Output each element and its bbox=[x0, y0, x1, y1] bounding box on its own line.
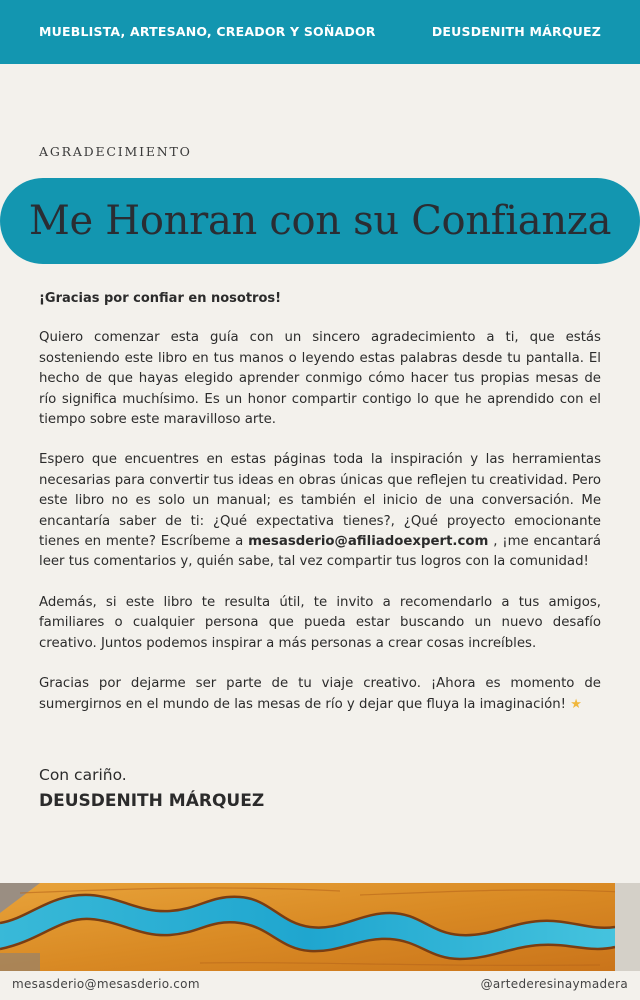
footer-social-handle[interactable]: @artederesinaymadera bbox=[480, 977, 628, 991]
header-bar bbox=[0, 0, 640, 64]
footer-email[interactable]: mesasderio@mesasderio.com bbox=[12, 977, 200, 991]
body-content bbox=[39, 289, 601, 735]
paragraph-2 bbox=[39, 450, 601, 572]
paragraph-4 bbox=[39, 674, 601, 715]
signature-name: DEUSDENITH MÁRQUEZ bbox=[39, 791, 265, 811]
paragraph-3: Además, si este libro te resulta útil, te invito a recomendarlo a tus amigos, familiares o cualquier persona que pueda estar buscando un nuevo desafío creativo. Juntos podemos inspirar a más personas a crear cosas increíbles. bbox=[39, 594, 601, 651]
title-banner bbox=[0, 178, 640, 264]
contact-email: mesasderio@afiliadoexpert.com bbox=[248, 534, 489, 550]
lead-line: ¡Gracias por confiar en nosotros! bbox=[39, 291, 282, 306]
star-icon: ★ bbox=[570, 696, 582, 712]
header-author: DEUSDENITH MÁRQUEZ bbox=[431, 24, 601, 39]
river-table-photo bbox=[0, 883, 640, 971]
paragraph-4-text: Gracias por dejarme ser parte de tu viaje creativo. ¡Ahora es momento de sumergirnos en el mundo de las mesas de río y dejar que fluya la imaginación! bbox=[39, 676, 601, 712]
section-eyebrow: AGRADECIMIENTO bbox=[39, 144, 192, 159]
header-tagline: MUEBLISTA, ARTESANO, CREADOR Y SOÑADOR bbox=[39, 24, 376, 39]
paragraph-2-text-a: Espero que encuentres en estas páginas toda la inspiración y las herramientas necesarias para convertir tus ideas en obras únicas que reflejen tu creatividad. Pero este libro no es solo un manual; es también el inicio de una conversación. Me encantaría saber de ti: ¿Qué expectativa tienes?, ¿Qué proyecto emocionante tienes en mente? Escríbeme a bbox=[39, 452, 601, 550]
paragraph-2-text-b: , ¡me encantará leer tus comentarios y, quién sabe, tal vez compartir tus logros con la comunidad! bbox=[39, 534, 601, 570]
page-title: Me Honran con su Confianza bbox=[28, 198, 612, 244]
footer-bar bbox=[0, 971, 640, 1000]
paragraph-1: Quiero comenzar esta guía con un sincero agradecimiento a ti, que estás sosteniendo este libro en tus manos o leyendo estas palabras desde tu pantalla. El hecho de que hayas elegido aprender conmigo cómo hacer tus propias mesas de río significa muchísimo. Es un honor compartir contigo lo que he aprendido con el tiempo sobre este maravilloso arte. bbox=[39, 330, 601, 428]
closing-text: Con cariño. bbox=[39, 766, 127, 784]
